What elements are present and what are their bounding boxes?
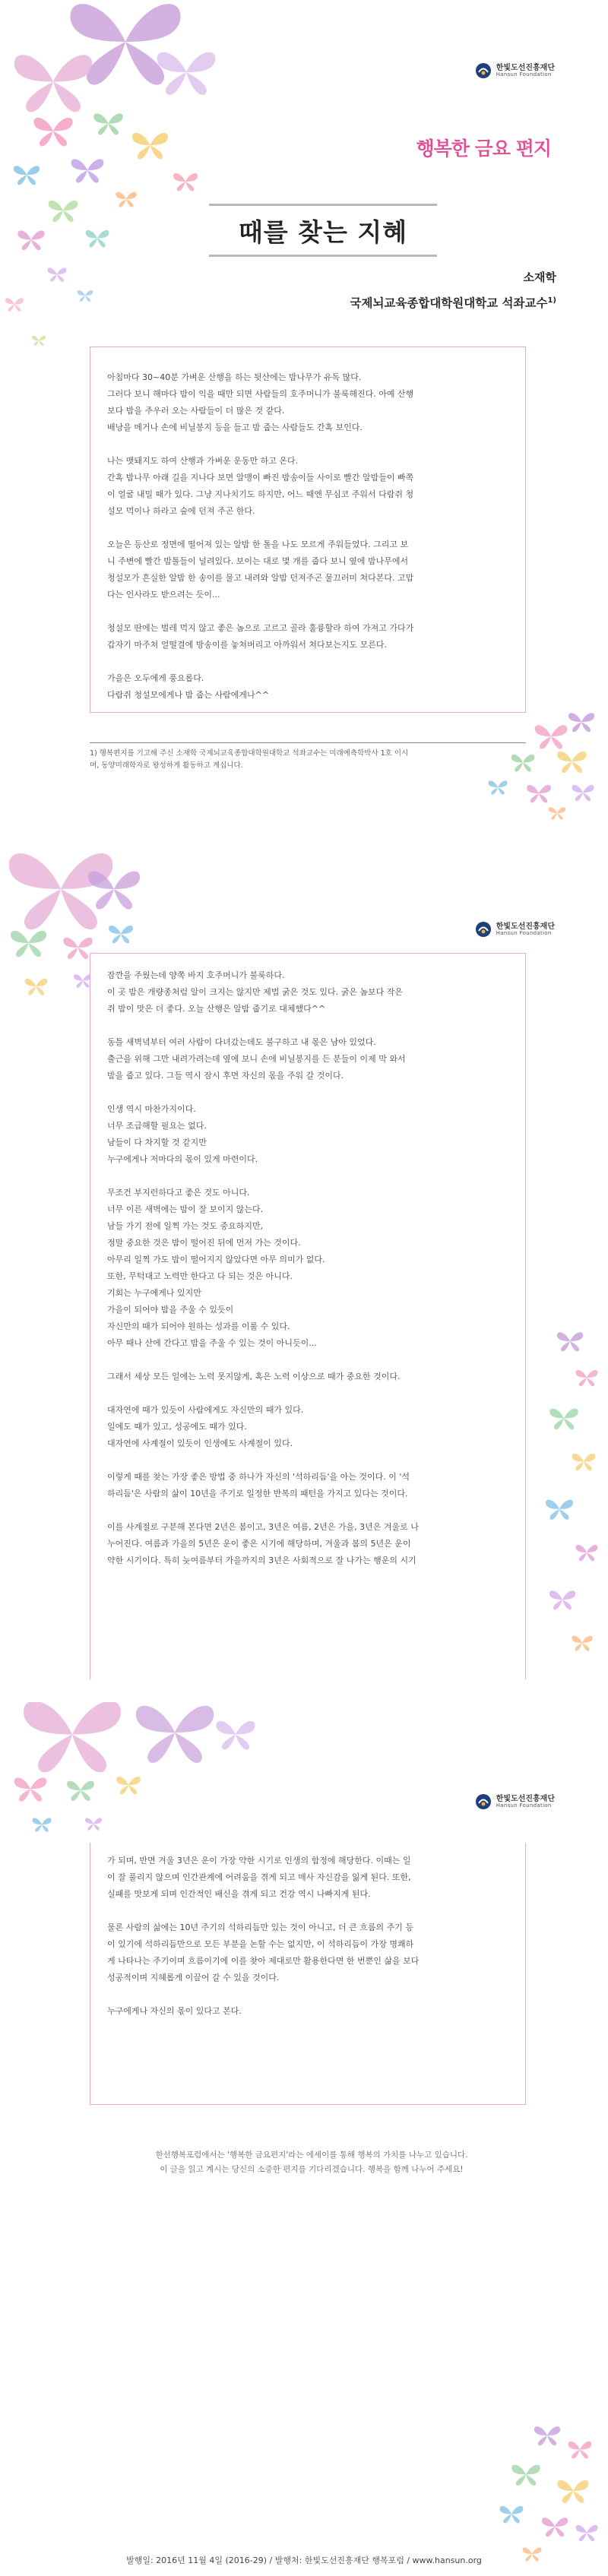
body-paragraph <box>107 1402 508 1452</box>
series-title: 행복한 금요 편지 <box>416 138 551 160</box>
foundation-logo <box>475 62 555 79</box>
foundation-name-en: Hansun Foundation <box>496 71 552 78</box>
body-line: 간혹 밤나무 아래 길을 지나다 보면 알맹이 빠진 밤송이들 사이로 빨간 알밤들이 빠쪽 <box>107 473 414 483</box>
body-line: 남들이 다 차지할 것 같지만 <box>107 1138 207 1147</box>
body-paragraphs <box>107 967 508 1569</box>
body-line: 그러다 보니 해마다 밤이 익을 때만 되면 사람들의 호주머니가 불룩해진다. 아예 산행 <box>107 389 414 399</box>
colophon: 발행일: 2016년 11월 4일 (2016-29) / 발행처: 한빛도선진흥재단 행복포럼 / www.hansun.org <box>126 2555 482 2565</box>
body-line: 이 얼굴 내밀 때가 있다. 그냥 지나치기도 하지만, 어느 때엔 무심코 주워서 다람쥐 청 <box>107 489 414 499</box>
body-line: 누어진다. 여름과 가을의 5년은 운이 좋은 시기에 해당하며, 겨울과 봄의 5년은 운이 <box>107 1539 411 1549</box>
body-line: 성공적이며 지혜롭게 이끌어 갈 수 있을 것이다. <box>107 1973 280 1983</box>
body-paragraph <box>107 1369 508 1385</box>
butterfly-decoration-right <box>532 1322 608 1679</box>
author-affiliation-text: 국제뇌교육종합대학원대학교 석좌교수 <box>350 296 548 310</box>
body-line: 실패를 맛보게 되며 인간적인 배신을 겪게 되고 건강 역시 나빠지게 된다. <box>107 1889 371 1899</box>
body-line: 너무 조급해할 필요는 없다. <box>107 1121 207 1131</box>
foundation-emblem-icon <box>475 1793 492 1810</box>
body-line: 쥐 밤이 맛은 더 좋다. 오늘 산행은 알밤 줍기로 대체했다^^ <box>107 1004 326 1014</box>
body-line: 배낭을 메거나 손에 비닐봉지 등을 들고 밤 줍는 사람들도 간혹 보인다. <box>107 422 363 432</box>
title-frame <box>209 204 437 257</box>
body-line: 또한, 무턱대고 노력만 한다고 다 되는 것은 아니다. <box>107 1271 293 1281</box>
body-paragraph <box>107 1185 508 1352</box>
body-line: 이 있기에 석하리듬만으로 모든 부분을 논할 수는 없지만, 이 석하리듬이 가장 명쾌하 <box>107 1939 414 1949</box>
foundation-name-en: Hansun Foundation <box>496 1802 552 1809</box>
body-line: 그래서 세상 모든 일에는 노력 못지않게, 혹은 노력 이상으로 때가 중요한 것이다. <box>107 1372 401 1381</box>
body-line: 니 주변에 빨간 밤톨들이 널려있다. 보이는 대로 몇 개를 줍다 보니 옆에 밤나무에서 <box>107 556 409 566</box>
author-name: 소재학 <box>523 271 556 284</box>
body-line: 이를 사계절로 구분해 본다면 2년은 봄이고, 3년은 여름, 2년은 가을, 3년은 겨울로 나 <box>107 1522 419 1532</box>
body-paragraph <box>107 670 508 704</box>
body-line: 너무 이른 새벽에는 밤이 잘 보이지 않는다. <box>107 1204 264 1214</box>
body-line: 다람쥐 청설모에게나 밤 줍는 사람에게나^^ <box>107 690 270 700</box>
body-paragraph <box>107 536 508 603</box>
body-paragraph <box>107 1101 508 1168</box>
letter-body-box <box>90 1843 526 2105</box>
body-line: 인생 역시 마찬가지이다. <box>107 1104 196 1114</box>
body-line: 이 곳 밤은 개량종처럼 알이 크지는 않지만 제법 굵은 것도 있다. 굵은 놈보다 작은 <box>107 987 403 997</box>
body-line: 누구에게나 저마다의 몫이 있게 마련이다. <box>107 1154 258 1164</box>
letter-body-box <box>90 953 526 1679</box>
closing-lines-line: 한선행복포럼에서는 '행복한 금요편지'라는 에세이를 통해 행복의 가치를 나누고 있습니다. <box>155 2150 468 2160</box>
footnote-marker: 1) <box>547 296 556 305</box>
body-line: 청설모가 흔실한 알밤 한 송이를 물고 내려와 알밤 던져주곤 물끄러미 쳐다본다. 고맙 <box>107 573 414 583</box>
body-paragraph <box>107 2003 508 2020</box>
body-line: 이렇게 때를 찾는 가장 좋은 방법 중 하나가 자신의 '석하리듬'을 아는 것이다. 이 '석 <box>107 1472 410 1482</box>
foundation-name-ko: 한빛도선진흥재단 <box>496 922 555 931</box>
body-line: 가을은 오두에게 풍요롭다. <box>107 673 204 683</box>
foundation-name-ko: 한빛도선진흥재단 <box>496 63 555 72</box>
closing-lines-line: 이 글을 읽고 계시는 당신의 소중한 편지를 기다리겠습니다. 행복을 함께 나누어 주세요! <box>160 2165 464 2174</box>
body-line: 대자연에 때가 있듯이 사람에게도 자신만의 때가 있다. <box>107 1405 304 1415</box>
foundation-name-en: Hansun Foundation <box>496 929 552 936</box>
body-line: 약한 시기이다. 특히 늦여름부터 가을까지의 3년은 사회적으로 잘 나가는 행운의 시기 <box>107 1555 416 1565</box>
body-line: 남들 가기 전에 일찍 가는 것도 중요하지만, <box>107 1221 264 1231</box>
body-line: 밤을 줍고 있다. 그들 역시 잠시 후면 자신의 몫을 주워 갈 것이다. <box>107 1071 344 1081</box>
author-affiliation <box>350 294 556 311</box>
body-paragraph <box>107 967 508 1017</box>
body-paragraphs <box>107 369 508 704</box>
body-line: 청설모 딴에는 벌레 먹지 않고 좋은 놈으로 고르고 골라 훌륭할라 하여 가져고 가다가 <box>107 623 414 633</box>
foundation-logo <box>475 921 555 938</box>
footnote-text-line: 며, 동양미래학자로 왕성하게 활동하고 계십니다. <box>90 761 243 770</box>
body-paragraph <box>107 1034 508 1084</box>
body-line: 기회는 누구에게나 있지만 <box>107 1288 201 1298</box>
body-line: 오늘은 등산로 정면에 떨어져 있는 알밤 한 톨을 나도 모르게 주워들었다. 그리고 보 <box>107 540 409 549</box>
body-line: 일에도 때가 있고, 성공에도 때가 있다. <box>107 1422 247 1432</box>
butterfly-decoration-bottom-right <box>486 2416 608 2576</box>
body-line: 갑자기 마주쳐 얼떨결에 방송이를 놓쳐버리고 아까워서 쳐다보는지도 모른다. <box>107 640 388 650</box>
author-footnote <box>90 742 526 772</box>
body-line: 동틀 새벽녘부터 여러 사람이 다녀갔는데도 불구하고 내 몫은 남아 있었다. <box>107 1037 376 1047</box>
body-paragraph <box>107 1519 508 1569</box>
body-line: 이 잘 풀리지 않으며 인간관계에 어려움을 겪게 되고 매사 자신감을 잃게 된다. 또한, <box>107 1872 411 1882</box>
body-paragraph <box>107 369 508 436</box>
body-paragraph <box>107 453 508 520</box>
body-line: 가을이 되어야 밤을 주울 수 있듯이 <box>107 1305 234 1315</box>
body-paragraph <box>107 1469 508 1502</box>
body-line: 게 나타나는 주기이며 흐름이기에 이를 찾아 제대로만 활용한다면 한 번뿐인 삶을 보다 <box>107 1956 420 1966</box>
body-paragraphs <box>107 1853 508 2020</box>
footnote-text-line: 1) 행복편지를 기고해 주신 소재학 국제뇌교육종합대학원대학교 석좌교수는 미래예측학박사 1호 이시 <box>90 749 409 758</box>
body-line: 누구에게나 자신의 몫이 있다고 본다. <box>107 2006 242 2016</box>
body-line: 아침마다 30~40분 가벼운 산행을 하는 뒷산에는 밤나무가 유독 많다. <box>107 372 362 382</box>
body-line: 가 되며, 반면 겨울 3년은 운이 가장 약한 시기로 인생의 함정에 해당한다. 이때는 일 <box>107 1856 411 1866</box>
body-line: 다는 인사라도 받으려는 듯이... <box>107 590 220 600</box>
letter-page-1 <box>0 0 608 828</box>
closing-message <box>106 2148 517 2177</box>
body-paragraph <box>107 1853 508 1903</box>
butterfly-decoration-top-left <box>0 0 258 380</box>
body-paragraph <box>107 1919 508 1986</box>
body-line: 자신만의 때가 되어야 원하는 성과를 이룰 수 있다. <box>107 1321 290 1331</box>
body-line: 물론 사람의 삶에는 10년 주기의 석하리듬만 있는 것이 아니고, 더 큰 흐름의 주기 등 <box>107 1923 413 1932</box>
foundation-emblem-icon <box>475 921 492 938</box>
body-line: 나는 맷돼지도 하여 산행과 가벼운 운동만 하고 온다. <box>107 456 299 466</box>
body-line: 출근을 위해 그만 내려가려는데 옆에 보니 손에 비닐봉지를 든 분들이 이제 막 와서 <box>107 1054 406 1064</box>
letter-page-3 <box>0 1702 608 2576</box>
body-line: 아무 때나 산에 간다고 밤을 주울 수 있는 것이 아니듯이... <box>107 1338 317 1348</box>
foundation-emblem-icon <box>475 62 492 79</box>
body-line: 설모 먹이나 하라고 숲에 던져 주곤 한다. <box>107 506 255 516</box>
body-line: 무조건 부지런하다고 좋은 것도 아니다. <box>107 1188 250 1198</box>
letter-page-2 <box>0 851 608 1679</box>
body-line: 하리듬'은 사람의 삶이 10년을 주기로 일정한 반복의 패턴을 가지고 있다는 것이다. <box>107 1489 408 1498</box>
letter-body-box <box>90 347 526 713</box>
letter-title: 때를 찾는 지혜 <box>238 217 408 247</box>
body-line: 보다 밤을 주우러 오는 사람들이 더 많은 것 같다. <box>107 406 285 416</box>
body-paragraph <box>107 620 508 653</box>
foundation-logo <box>475 1793 555 1810</box>
body-line: 아무리 일찍 가도 밤이 떨어지지 않았다면 아무 의미가 없다. <box>107 1255 325 1264</box>
foundation-name-ko: 한빛도선진흥재단 <box>496 1794 555 1803</box>
body-line: 대자연에 사계절이 있듯이 인생에도 사계절이 있다. <box>107 1438 293 1448</box>
body-line: 정말 중요한 것은 밤이 떨어진 뒤에 먼저 가는 것이다. <box>107 1238 301 1248</box>
body-line: 잠깐을 주웠는데 양쪽 바지 호주머니가 불룩하다. <box>107 970 285 980</box>
